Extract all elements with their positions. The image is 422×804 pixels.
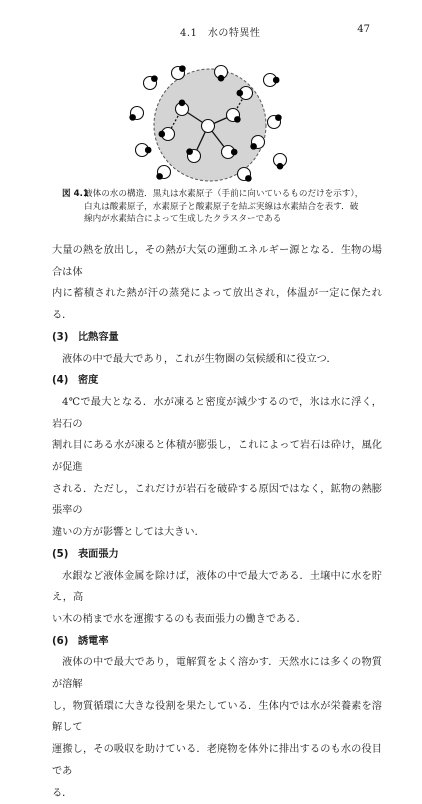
caption-line: 白丸は酸素原子，水素原子と酸素原子を結ぶ実線は水素結合を表す．破 [84, 201, 359, 212]
water-molecule [202, 120, 215, 133]
text-line: い木の梢まで水を運搬するのも表面張力の働きである． [52, 613, 307, 625]
hydrogen-atom [277, 163, 284, 170]
section-heading-dielectric-constant [52, 631, 382, 653]
text-line: 水銀など液体金属を除けば，液体の中で最大である．土壌中に水を貯え，高 [52, 570, 382, 604]
hydrogen-atom [273, 77, 280, 84]
hydrogen-atom [179, 65, 186, 72]
text-line: される．ただし，これだけが岩石を破砕する原因ではなく，鉱物の熱膨張率の [52, 483, 382, 517]
running-header-title: 4.1 水の特異性 [180, 28, 261, 39]
section-title: 表面張力 [78, 548, 119, 560]
section-heading-density [52, 370, 382, 392]
text-line: 内に蓄積された熱が汗の蒸発によって放出され，体温が一定に保たれる． [52, 288, 382, 322]
hydrogen-atom [245, 175, 252, 182]
caption-line: 液体の水の構造．黒丸は水素原子（手前に向いているものだけを示す）， [84, 189, 364, 199]
figure-caption-text [84, 188, 378, 226]
section-title: 密度 [78, 375, 99, 387]
text-line: 液体の中で最大であり，電解質をよく溶かす．天然水には多くの物質が溶解 [52, 657, 382, 691]
hydrogen-atom [234, 116, 241, 123]
section-paragraph [52, 392, 382, 544]
text-line: 運搬し，その吸収を助けている．老廃物を体外に排出するのも水の役目であ [52, 744, 382, 777]
text-line: し，物質循環に大きな役割を果たしている．生体内では水が栄養素を溶解して [52, 700, 382, 734]
water-molecule [264, 74, 280, 87]
figure-caption [62, 188, 378, 226]
hydrogen-atom [275, 114, 282, 121]
section-paragraph [52, 349, 382, 371]
hydrogen-atom [179, 100, 186, 107]
hydrogen-atom [218, 75, 225, 82]
text-line: 大量の熱を放出し，その熱が大気の運動エネルギー源となる．生物の場合は体 [52, 245, 382, 278]
section-number: (4) [52, 375, 69, 387]
water-molecule [136, 144, 152, 157]
water-molecule [274, 154, 287, 170]
text-line: 割れ目にある水が凍ると体積が膨張し，これによって岩石は砕け，風化が促進 [52, 440, 382, 474]
hydrogen-atom [231, 149, 238, 156]
page-number: 47 [357, 24, 370, 35]
water-molecule [268, 114, 282, 128]
text-line: 液体の中で最大であり，これが生物圏の気候緩和に役立つ． [62, 353, 337, 365]
hydrogen-atom [156, 173, 163, 180]
hydrogen-atom [250, 143, 257, 150]
hydrogen-atom [159, 131, 166, 138]
text-line: る． [52, 787, 73, 799]
section-paragraph [52, 652, 382, 804]
page-header [0, 24, 422, 38]
section-title: 比熱容量 [78, 331, 119, 343]
hydrogen-atom [151, 75, 158, 82]
oxygen-atom [202, 120, 215, 133]
hydrogen-atom [186, 148, 193, 155]
section-paragraph [52, 566, 382, 631]
section-title: 誘電率 [78, 635, 109, 647]
water-molecule [238, 168, 252, 182]
text-line: 違いの方が影響としては大きい． [52, 527, 205, 539]
figure-label: 図 4.1 [62, 189, 89, 199]
section-heading-specific-heat [52, 327, 382, 349]
section-heading-surface-tension [52, 544, 382, 566]
section-number: (6) [52, 635, 69, 647]
water-structure-figure [120, 60, 300, 190]
hydrogen-atom [129, 114, 136, 121]
text-line: 4℃で最大となる．水が凍ると密度が減少するので，氷は水に浮く，岩石の [52, 396, 382, 430]
intro-paragraph [52, 240, 382, 327]
water-molecule [129, 107, 143, 121]
hydrogen-atom [145, 147, 152, 154]
water-molecule [144, 75, 158, 89]
water-molecule [156, 166, 170, 180]
section-number: (5) [52, 548, 69, 560]
body-text [52, 240, 382, 804]
caption-line: 線内が水素結合によって生成したクラスターである [84, 214, 282, 224]
section-number: (3) [52, 331, 69, 343]
hydrogen-atom [237, 90, 244, 97]
